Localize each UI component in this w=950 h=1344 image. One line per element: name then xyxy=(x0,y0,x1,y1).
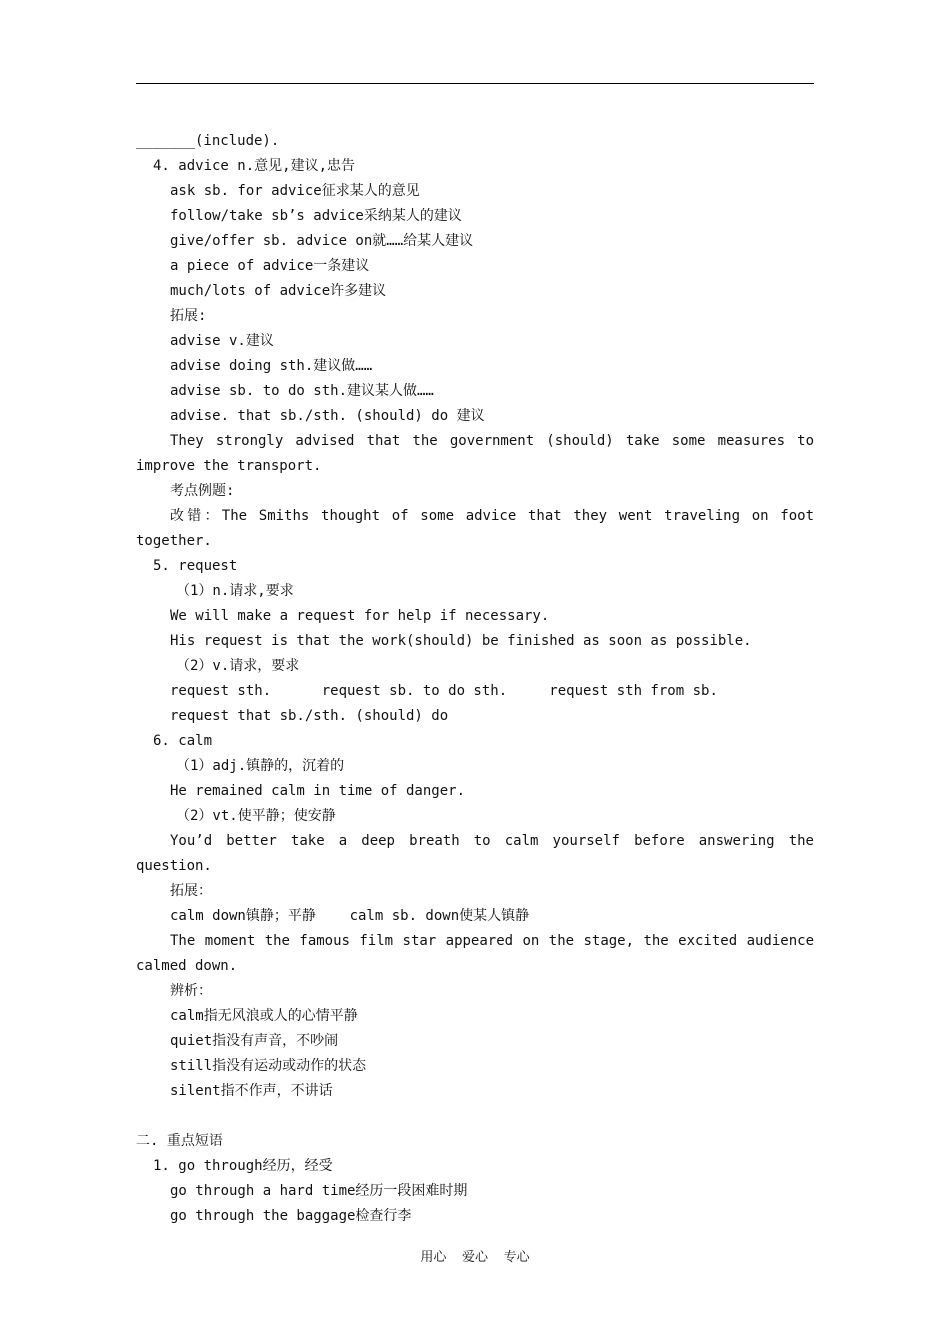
text-line: still指没有运动或动作的状态 xyxy=(170,1058,367,1074)
text-line: request that sb./sth. (should) do xyxy=(170,708,449,724)
text-line: _______(include). xyxy=(136,133,280,149)
example-sentence: The moment the famous film star appeared on the stage, the excited audience calmed down. xyxy=(136,933,814,974)
text-line: go through a hard time经历一段困难时期 xyxy=(170,1183,468,1199)
text-line: request sth. request sb. to do sth. request sth from sb. xyxy=(170,683,718,699)
text-line: His request is that the work(should) be finished as soon as possible. xyxy=(170,633,752,649)
blank-line xyxy=(136,1104,814,1129)
text-line: 拓展： xyxy=(170,883,212,899)
text-line: ask sb. for advice征求某人的意见 xyxy=(170,183,420,199)
page-footer: 用心 爱心 专心 xyxy=(420,1250,530,1265)
text-line: go through the baggage检查行李 xyxy=(170,1208,412,1224)
section-heading: 二. 重点短语 xyxy=(136,1133,223,1149)
example-sentence: You’d better take a deep breath to calm yourself before answering the question. xyxy=(136,833,814,874)
header-rule xyxy=(136,83,814,84)
text-line: advise. that sb./sth. (should) do 建议 xyxy=(170,408,485,424)
text-line: follow/take sb’s advice采纳某人的建议 xyxy=(170,208,462,224)
text-line: silent指不作声，不讲话 xyxy=(170,1083,333,1099)
text-line: （2）v.请求，要求 xyxy=(176,658,300,674)
text-line: He remained calm in time of danger. xyxy=(170,783,466,799)
text-line: quiet指没有声音，不吵闹 xyxy=(170,1033,339,1049)
text-line: calm指无风浪或人的心情平静 xyxy=(170,1008,358,1024)
text-line: calm down镇静；平静 calm sb. down使某人镇静 xyxy=(170,908,530,924)
example-sentence: 改错：The Smiths thought of some advice that they went traveling on foot together. xyxy=(136,508,814,549)
text-line: advise doing sth.建议做…… xyxy=(170,358,373,374)
text-line: 辨析： xyxy=(170,983,212,999)
text-line: advise sb. to do sth.建议某人做…… xyxy=(170,383,434,399)
text-line: We will make a request for help if necessary. xyxy=(170,608,550,624)
text-line: （1）adj.镇静的，沉着的 xyxy=(176,758,345,774)
text-line: 拓展: xyxy=(170,308,207,324)
item-heading-advice: 4. advice n.意见,建议,忠告 xyxy=(153,158,356,174)
item-heading-go-through: 1. go through经历，经受 xyxy=(153,1158,333,1174)
text-line: advise v.建议 xyxy=(170,333,274,349)
item-heading-request: 5. request xyxy=(153,558,238,574)
example-sentence: They strongly advised that the government (should) take some measures to improve the transport. xyxy=(136,433,814,474)
item-heading-calm: 6. calm xyxy=(153,733,213,749)
text-line: much/lots of advice许多建议 xyxy=(170,283,387,299)
text-line: （1）n.请求,要求 xyxy=(176,583,294,599)
page-body xyxy=(136,129,814,1229)
text-line: give/offer sb. advice on就……给某人建议 xyxy=(170,233,474,249)
text-line: a piece of advice一条建议 xyxy=(170,258,370,274)
text-line: 考点例题: xyxy=(170,483,235,499)
text-line: （2）vt.使平静；使安静 xyxy=(176,808,336,824)
